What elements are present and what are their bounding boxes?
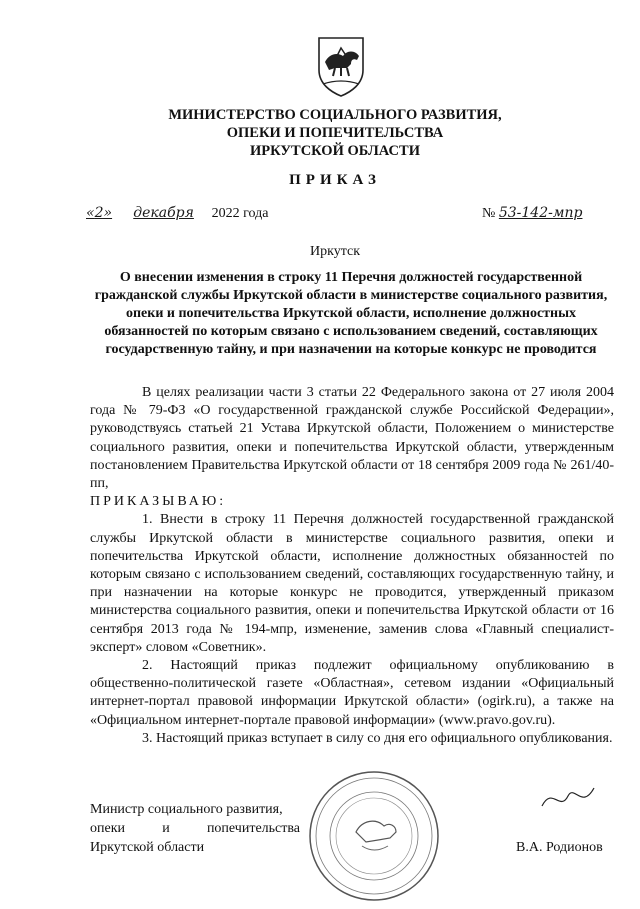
signatory-word-a: опеки [90,821,125,836]
date-day: 2 [94,205,104,221]
document-title: О внесении изменения в строку 11 Перечня должностей государственной гражданской службы Иркутской области в министерстве социального развития, опеки и попечительства Иркутской области, исполнение должностных обязанностей по которым связано с использованием сведений, составляющих государственную тайну, и при назначении на которые конкурс не проводится [94,270,608,357]
prikazyvayu: ПРИКАЗЫВАЮ: [90,494,227,510]
date-month: декабря [133,205,194,221]
official-seal-icon [306,768,442,904]
document-date [86,205,268,222]
signatory-name: В.А. Родионов [516,840,603,855]
signatory-position [90,800,300,857]
signatory-word-b: и [162,821,170,836]
item-3: 3. Настоящий приказ вступает в силу со дня его официального опубликования. [142,730,613,746]
signatory-line-2 [90,819,300,838]
signatory-word-c: попечительства [206,821,300,836]
header-line-1: МИНИСТЕРСТВО СОЦИАЛЬНОГО РАЗВИТИЯ, [168,107,502,123]
number-prefix: № [482,206,496,221]
signatory-line-3: Иркутской области [90,840,205,855]
date-open-quote: « [86,205,95,221]
document-type: ПРИКАЗ [289,172,381,188]
document-number [482,205,582,222]
number-value: 53-142-мпр [498,205,583,221]
document-body [90,384,614,748]
handwritten-signature-icon [538,776,598,816]
ministry-header [0,106,640,160]
preamble: В целях реализации части 3 статьи 22 Федерального закона от 27 июля 2004 года № 79-ФЗ «О государственной гражданской службе Российской Федерации», руководствуясь статьей 21 Устава Иркутской области, Положением о министерстве социального развития, опеки и попечительства Иркутской области, утвержденным постановлением Правительства Иркутской области от 18 сентября 2009 года № 261/40-пп, [90,385,614,492]
signatory-line-1: Министр социального развития, [90,802,283,817]
header-line-2: ОПЕКИ И ПОПЕЧИТЕЛЬСТВА [226,125,444,141]
header-line-3: ИРКУТСКОЙ ОБЛАСТИ [250,143,420,159]
date-year: 2022 года [211,206,269,221]
date-close-quote: » [103,205,113,221]
city: Иркутск [309,244,361,259]
irkutsk-coat-of-arms-icon [315,34,367,98]
item-1: 1. Внести в строку 11 Перечня должностей государственной гражданской службы Иркутской области в министерстве социального развития, опеки и попечительства Иркутской области, исполнение должностных обязанностей по которым связано с использованием сведений, составляющих государственную тайну, и при назначении на которые конкурс не проводится, утвержденный приказом министерства социального развития, опеки и попечительства Иркутской области от 16 сентября 2013 года № 194-мпр, изменение, заменив слова «Главный специалист-эксперт» словом «Советник». [90,512,614,655]
item-2: 2. Настоящий приказ подлежит официальному опубликованию в общественно-политической газете «Областная», сетевом издании «Официальный интернет-портал правовой информации Иркутской области» (ogirk.ru), а также на «Официальном интернет-портале правовой информации» (www.pravo.gov.ru). [90,658,614,728]
